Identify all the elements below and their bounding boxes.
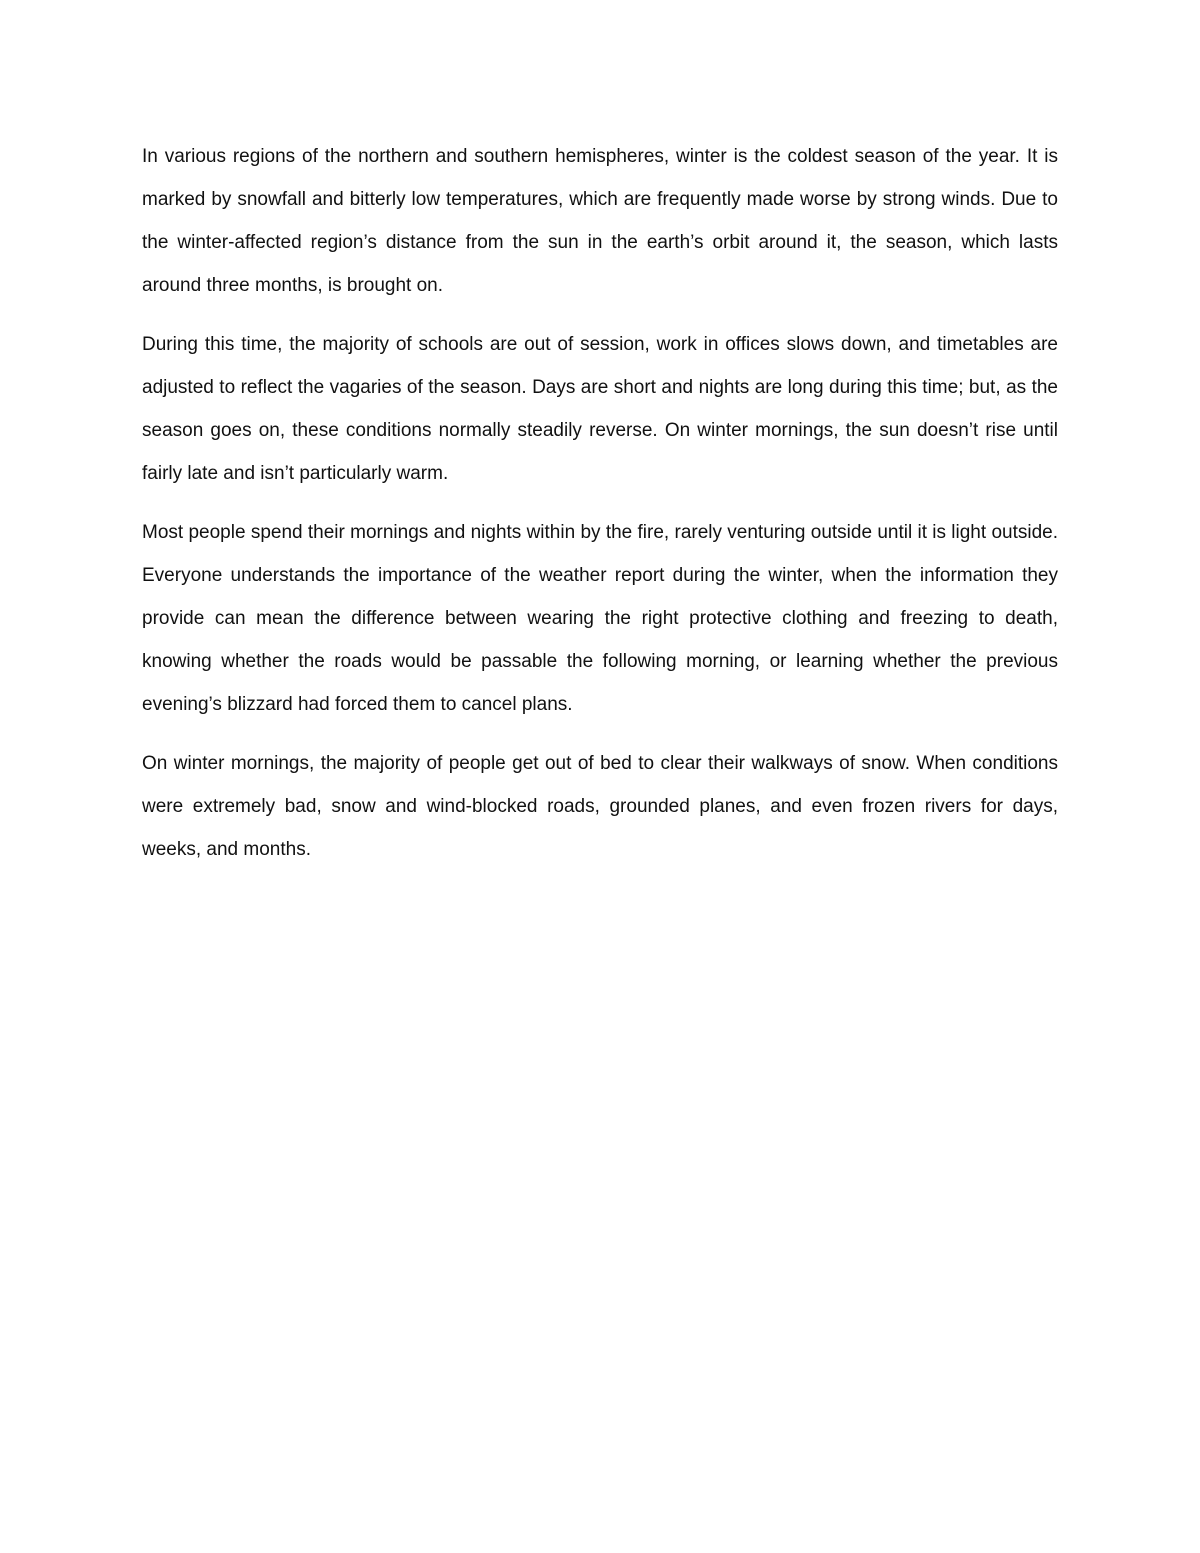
paragraph-4: On winter mornings, the majority of people get out of bed to clear their walkways of snow. When conditions were extremely bad, snow and wind-blocked roads, grounded planes, and even frozen rivers for days, weeks, and months.: [142, 753, 1058, 860]
document-body: [142, 135, 1058, 887]
paragraph-1: In various regions of the northern and southern hemispheres, winter is the coldest season of the year. It is marked by snowfall and bitterly low temperatures, which are frequently made worse by strong winds. Due to the winter-affected region’s distance from the sun in the earth’s orbit around it, the season, which lasts around three months, is brought on.: [142, 146, 1058, 296]
paragraph-2: During this time, the majority of schools are out of session, work in offices slows down, and timetables are adjusted to reflect the vagaries of the season. Days are short and nights are long during this time; but, as the season goes on, these conditions normally steadily reverse. On winter mornings, the sun doesn’t rise until fairly late and isn’t particularly warm.: [142, 334, 1058, 484]
paragraph-3: Most people spend their mornings and nights within by the fire, rarely venturing outside until it is light outside. Everyone understands the importance of the weather report during the winter, when the information they provide can mean the difference between wearing the right protective clothing and freezing to death, knowing whether the roads would be passable the following morning, or learning whether the previous evening’s blizzard had forced them to cancel plans.: [142, 522, 1058, 715]
